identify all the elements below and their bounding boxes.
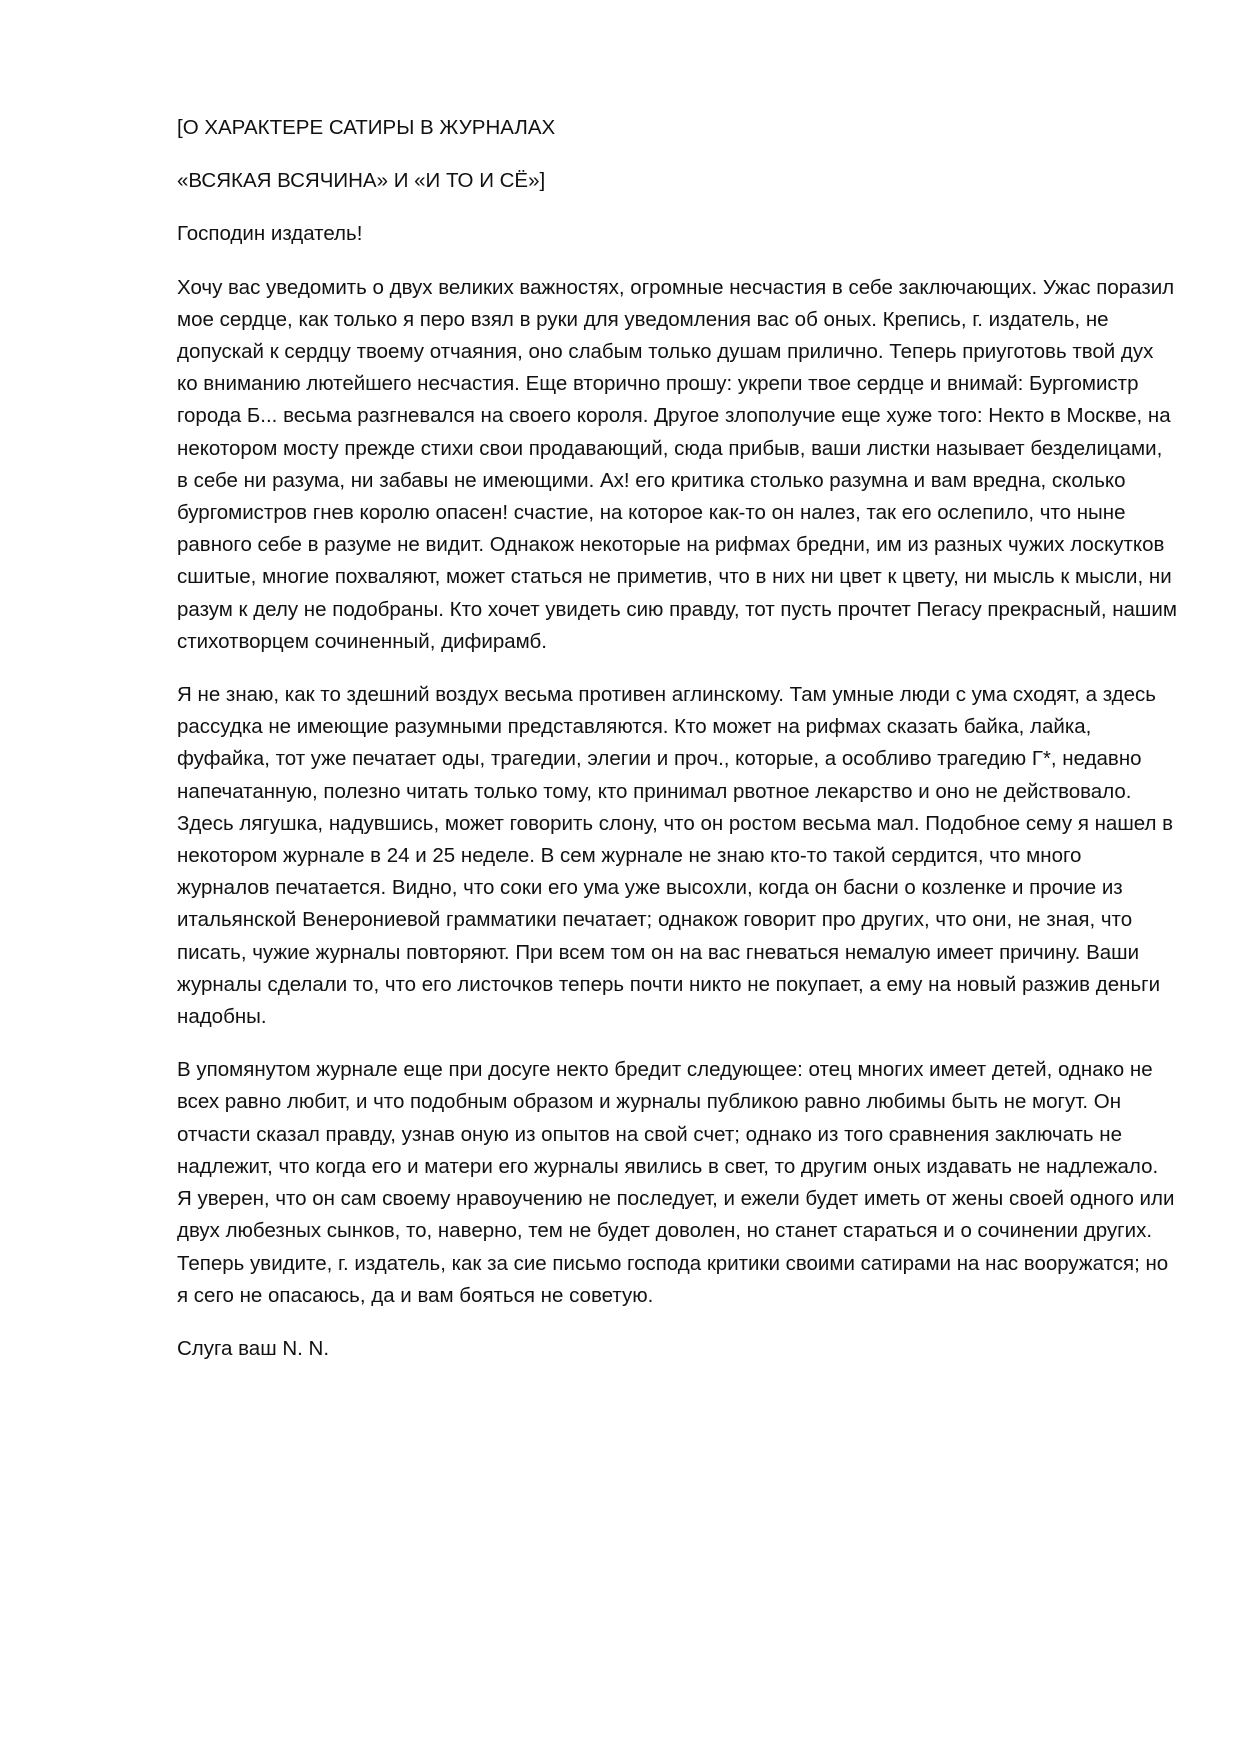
salutation: Господин издатель! (177, 222, 363, 246)
paragraph-3: В упомянутом журнале еще при досуге некто бредит следующее: отец многих имеет детей, однако не всех равно любит, и что подобным образом и журналы публикою равно любимы быть не могут. Он отчасти сказал правду, узнав оную из опытов на свой счет; однако из того сравнения заключать не надлежит, что когда его и матери его журналы явились в свет, то другим оных издавать не надлежало. Я уверен, что он сам своему нравоучению не последует, и ежели будет иметь от жены своей одного или двух любезных сынков, то, наверно, тем не будет доволен, но станет стараться и о сочинении других. Теперь увидите, г. издатель, как за сие письмо господа критики своими сатирами на нас вооружатся; но я сего не опасаюсь, да и вам бояться не советую. (177, 1058, 1175, 1307)
paragraph-2: Я не знаю, как то здешний воздух весьма противен аглинскому. Там умные люди с ума сходят, а здесь рассудка не имеющие разумными представляются. Кто может на рифмах сказать байка, лайка, фуфайка, тот уже печатает оды, трагедии, элегии и проч., которые, а особливо трагедию Г*, недавно напечатанную, полезно читать только тому, кто принимал рвотное лекарство и оно не действовало. Здесь лягушка, надувшись, может говорить слону, что он ростом весьма мал. Подобное сему я нашел в некотором журнале в 24 и 25 неделе. В сем журнале не знаю кто-то такой сердится, что много журналов печатается. Видно, что соки его ума уже высохли, когда он басни о козленке и прочие из итальянской Венерониевой грамматики печатает; однакож говорит про других, что они, не зная, что писать, чужие журналы повторяют. При всем том он на вас гневаться немалую имеет причину. Ваши журналы сделали то, что его листочков теперь почти никто не покупает, а ему на новый разжив деньги надобны. (177, 683, 1174, 1029)
paragraph-1: Хочу вас уведомить о двух великих важностях, огромные несчастия в себе заключающих. Ужас поразил мое сердце, как только я перо взял в руки для уведомления вас об оных. Крепись, г. издатель, не допускай к сердцу твоему отчаяния, оно слабым только душам прилично. Теперь приуготовь твой дух ко вниманию лютейшего несчастия. Еще вторично прошу: укрепи твое сердце и внимай: Бургомистр города Б... весьма разгневался на своего короля. Другое злополучие еще хуже того: Некто в Москве, на некотором мосту прежде стихи свои продавающий, сюда прибыв, ваши листки называет безделицами, в себе ни разума, ни забавы не имеющими. Ах! его критика столько разумна и вам вредна, сколько бургомистров гнев королю опасен! счастие, на которое как-то он налез, так его ослепило, что ныне равного себе в разуме не видит. Однакож некоторые на рифмах бредни, им из разных чужих лоскутков сшитые, многие похваляют, может статься не приметив, что в них ни цвет к цвету, ни мысль к мысли, ни разум к делу не подобраны. Кто хочет увидеть сию правду, тот пусть прочтет Пегасу прекрасный, нашим стихотворцем сочиненный, дифирамб. (177, 275, 1177, 653)
title-line-1: [О ХАРАКТЕРЕ САТИРЫ В ЖУРНАЛАХ (177, 116, 556, 139)
title-line-2: «ВСЯКАЯ ВСЯЧИНА» И «И ТО И СЁ»] (177, 169, 546, 193)
signature: Слуга ваш N. N. (177, 1336, 330, 1360)
document-body (177, 112, 1177, 1365)
